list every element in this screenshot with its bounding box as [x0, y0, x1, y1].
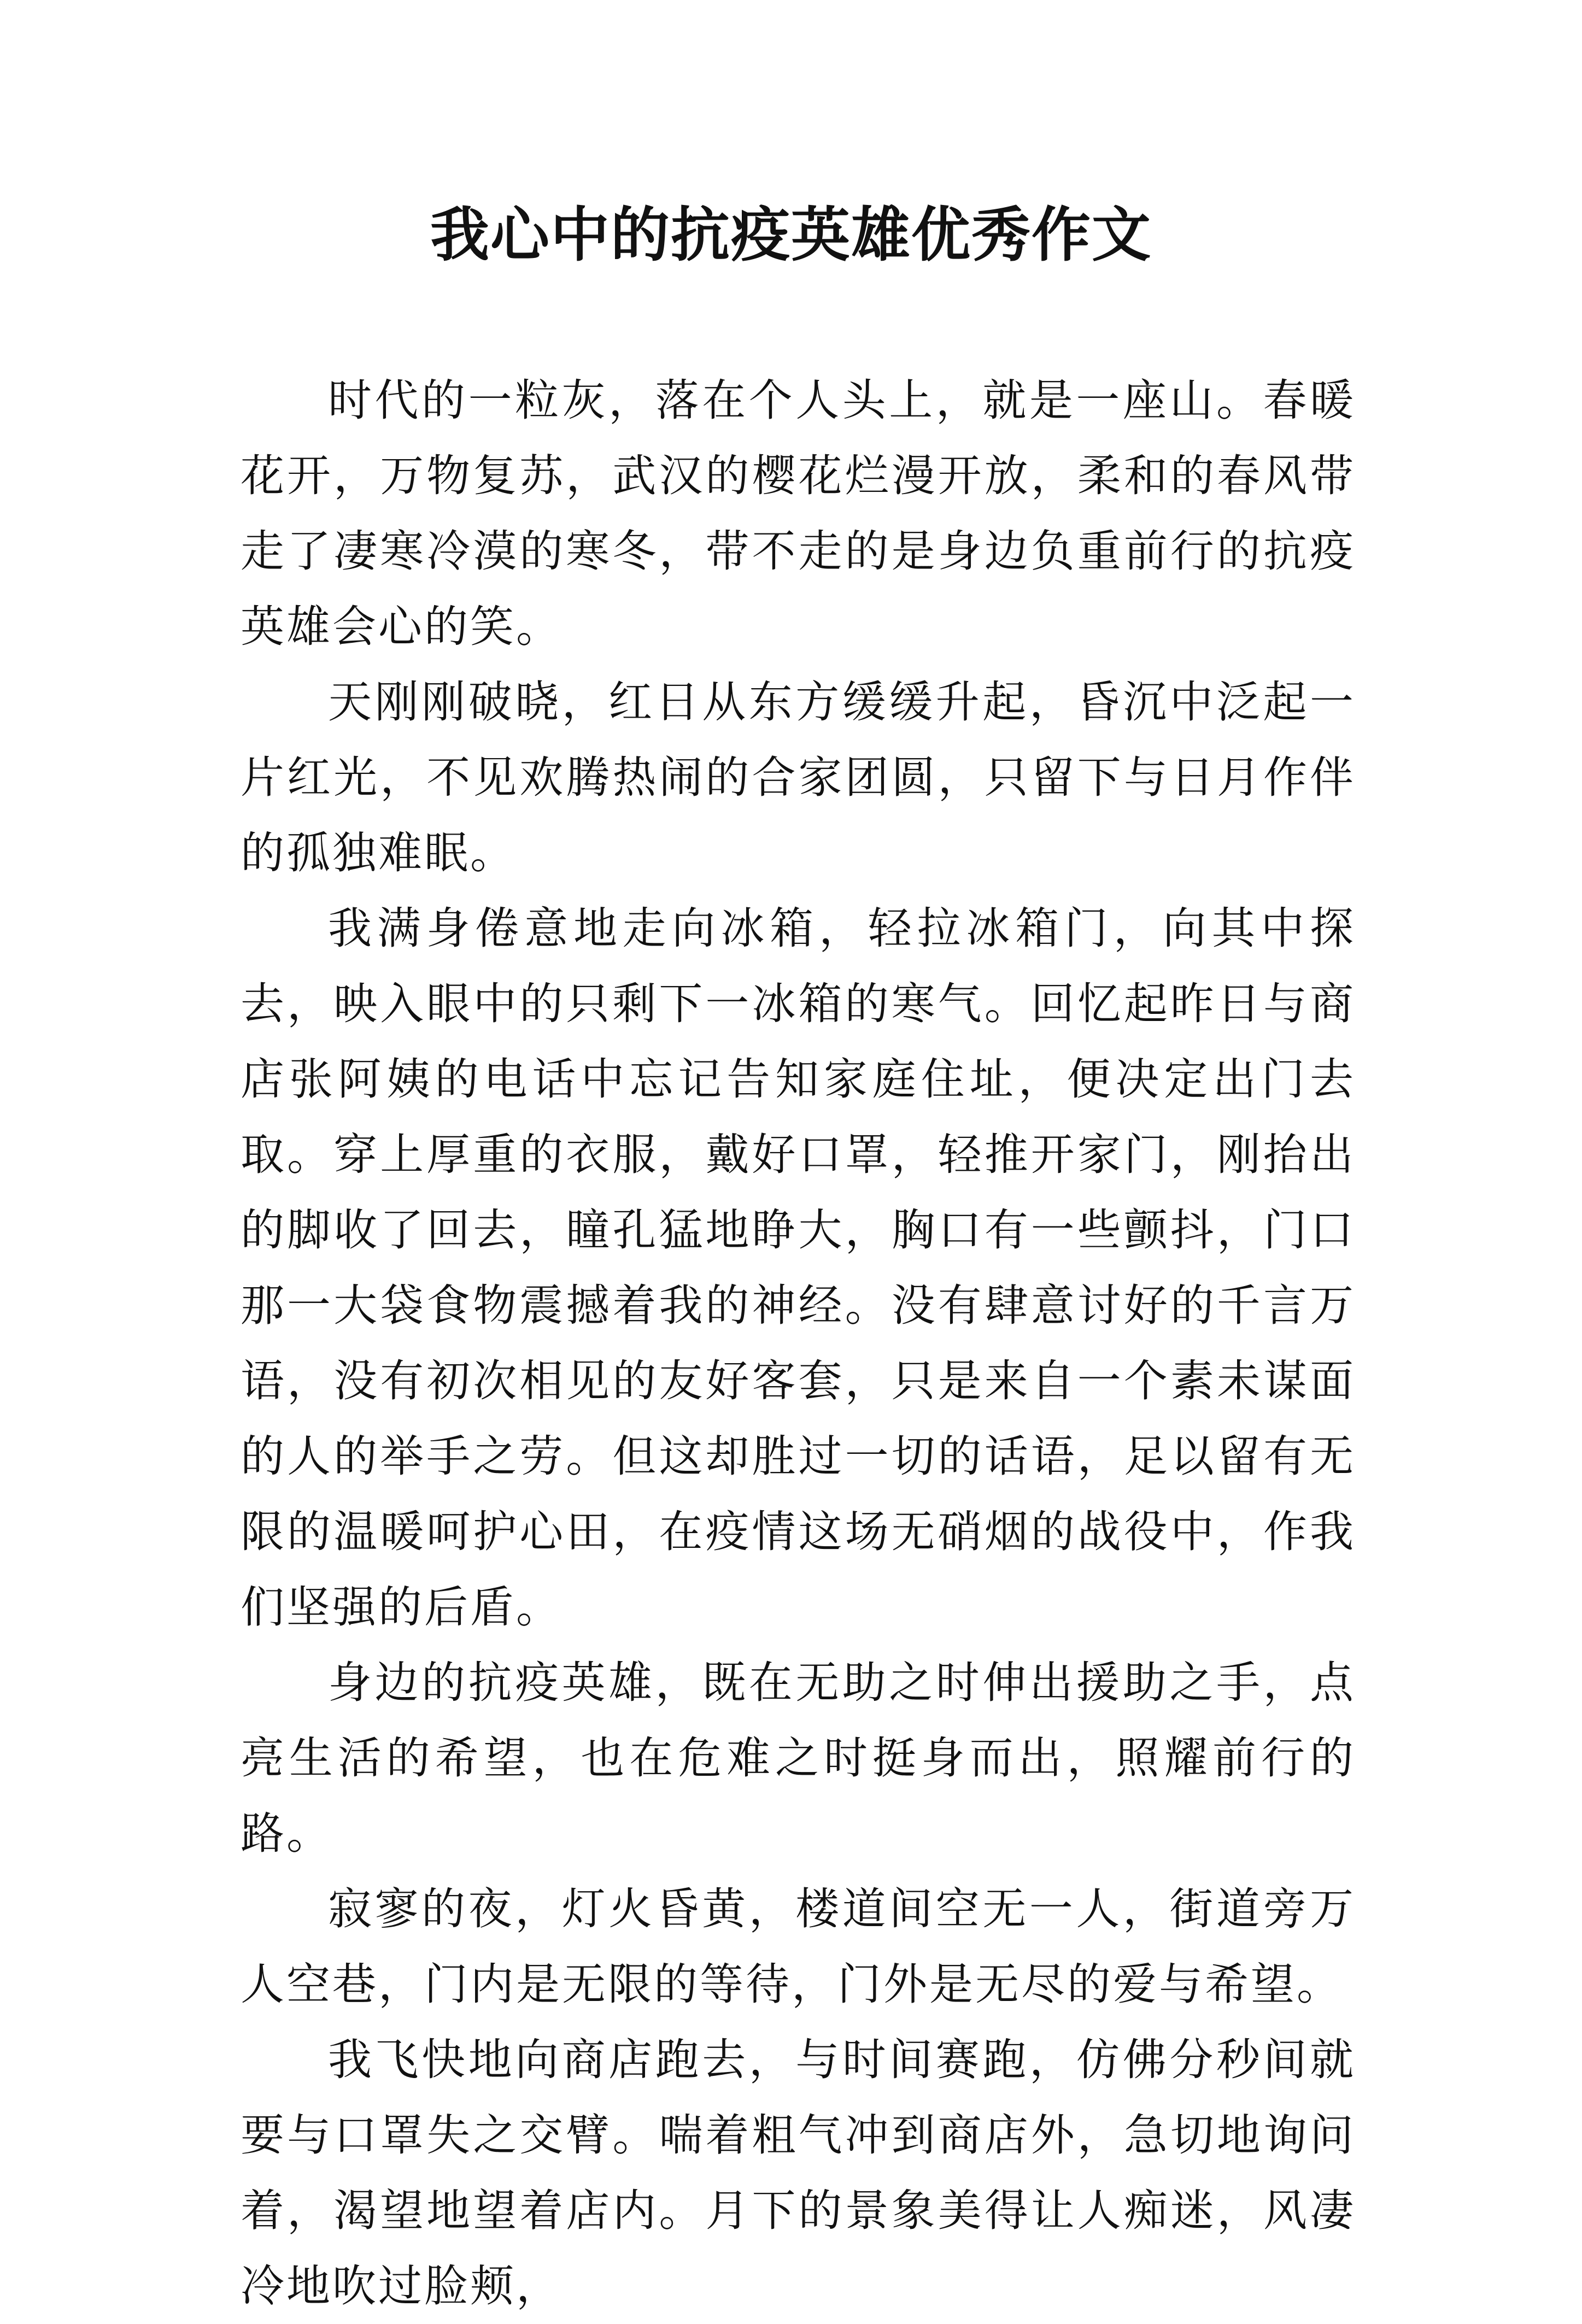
paragraph: 寂寥的夜，灯火昏黄，楼道间空无一人，街道旁万人空巷，门内是无限的等待，门外是无尽的爱与希望。	[241, 1883, 1356, 2010]
document-body	[241, 363, 1356, 2324]
paragraph: 身边的抗疫英雄，既在无助之时伸出援助之手，点亮生活的希望，也在危难之时挺身而出，照耀前行的路。	[241, 1657, 1356, 1859]
paragraph: 时代的一粒灰，落在个人头上，就是一座山。春暖花开，万物复苏，武汉的樱花烂漫开放，柔和的春风带走了凄寒冷漠的寒冬，带不走的是身边负重前行的抗疫英雄会心的笑。	[241, 375, 1356, 652]
paragraph: 我飞快地向商店跑去，与时间赛跑，仿佛分秒间就要与口罩失之交臂。喘着粗气冲到商店外，急切地询问着，渴望地望着店内。月下的景象美得让人痴迷，风凄冷地吹过脸颊，	[241, 2034, 1356, 2311]
document-title: 我心中的抗疫英雄优秀作文	[430, 201, 1152, 269]
paragraph: 天刚刚破晓，红日从东方缓缓升起，昏沉中泛起一片红光，不见欢腾热闹的合家团圆，只留下与日月作伴的孤独难眠。	[241, 677, 1356, 878]
paragraph: 我满身倦意地走向冰箱，轻拉冰箱门，向其中探去，映入眼中的只剩下一冰箱的寒气。回忆起昨日与商店张阿姨的电话中忘记告知家庭住址，便决定出门去取。穿上厚重的衣服，戴好口罩，轻推开家门，刚抬出的脚收了回去，瞳孔猛地睁大，胸口有一些颤抖，门口那一大袋食物震撼着我的神经。没有肆意讨好的千言万语，没有初次相见的友好客套，只是来自一个素未谋面的人的举手之劳。但这却胜过一切的话语，足以留有无限的温暖呵护心田，在疫情这场无硝烟的战役中，作我们坚强的后盾。	[241, 903, 1356, 1633]
